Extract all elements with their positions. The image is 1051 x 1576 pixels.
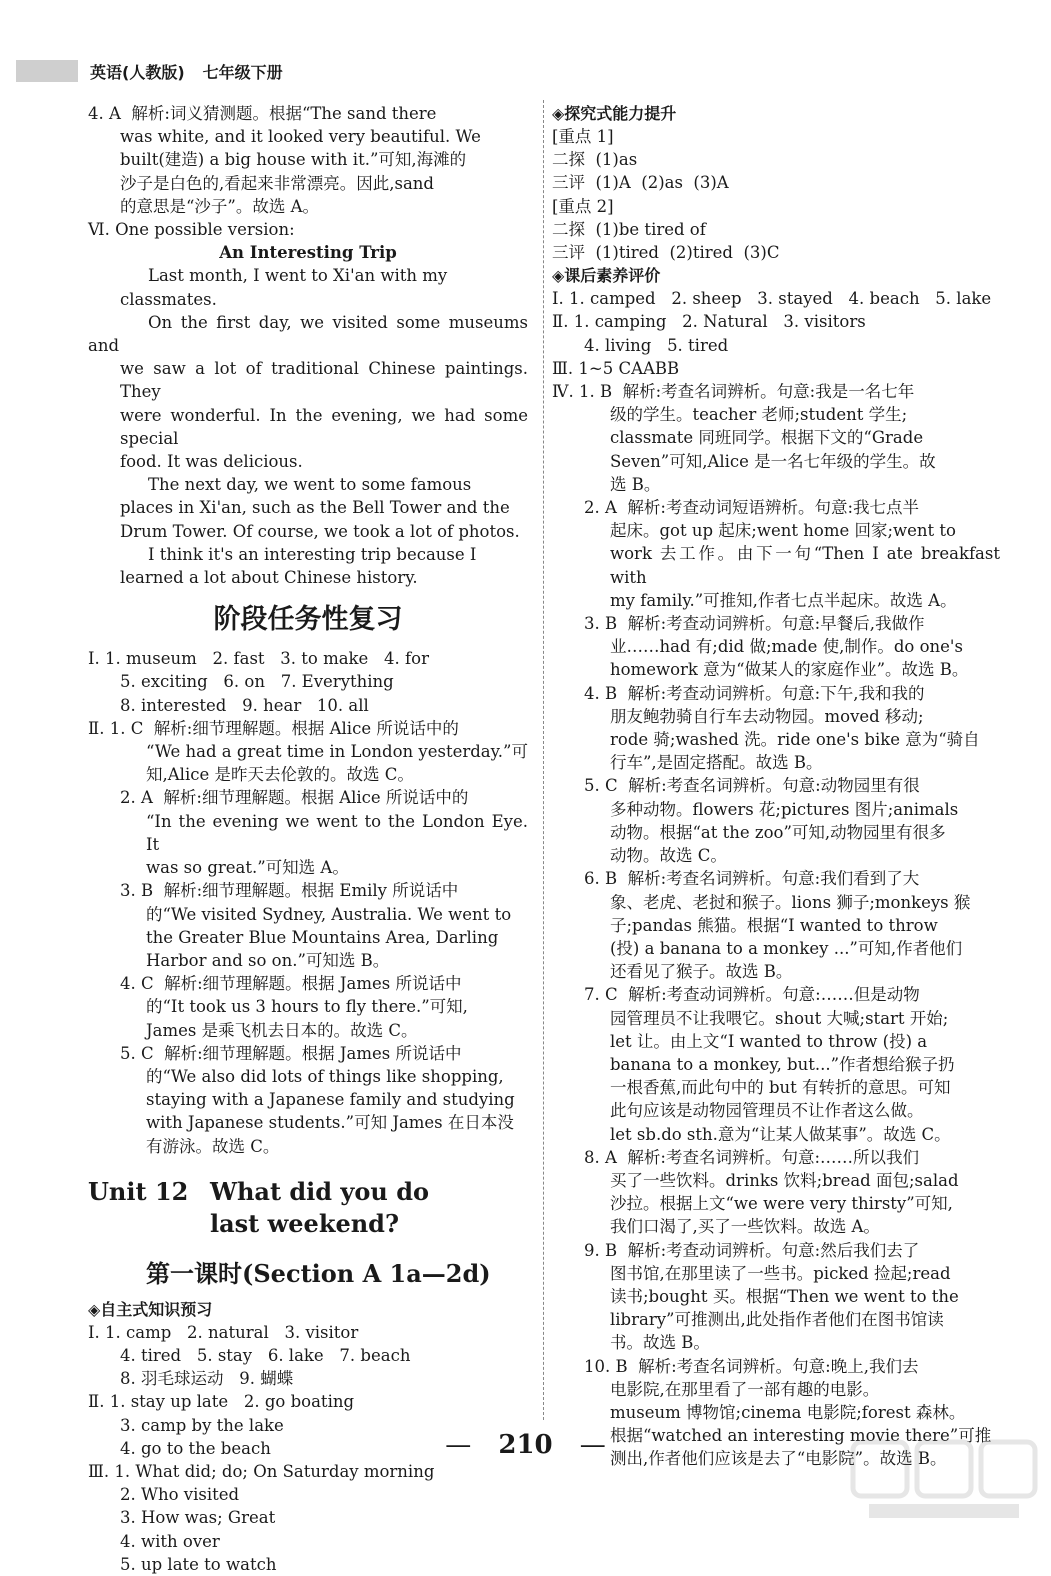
answer-line: 3. B 解析:细节理解题。根据 Emily 所说话中 — [120, 881, 459, 901]
column-divider — [543, 100, 544, 1420]
answer-line: “We had a great time in London yesterday.”可 — [146, 742, 528, 762]
answer-line: Ⅱ. 1. C 解析:细节理解题。根据 Alice 所说话中的 — [88, 718, 459, 738]
answer-line: 级的学生。teacher 老师;student 学生; — [610, 405, 908, 425]
answer-line: museum 博物馆;cinema 电影院;forest 森林。 — [610, 1402, 966, 1422]
answer-line: 还看见了猴子。故选 B。 — [610, 962, 793, 982]
answer-line: 3. How was; Great — [120, 1508, 276, 1528]
answer-line: Ⅰ. 1. camp 2. natural 3. visitor — [88, 1322, 359, 1342]
answer-line: 4. go to the beach — [120, 1438, 271, 1458]
answer-line: Ⅱ. 1. stay up late 2. go boating — [88, 1392, 355, 1412]
page-number: 210 — [498, 1430, 553, 1460]
answer-line: 子;pandas 熊猫。根据“I wanted to throw — [610, 915, 938, 935]
answer-line: 测出,作者他们应该是去了“电影院”。故选 B。 — [610, 1449, 947, 1469]
answer-line: staying with a Japanese family and studying — [146, 1090, 515, 1110]
answer-line: 有游泳。故选 C。 — [146, 1136, 280, 1156]
answer-line: 起床。got up 起床;went home 回家;went to — [610, 521, 956, 541]
answer-line: 4. tired 5. stay 6. lake 7. beach — [120, 1345, 411, 1365]
answer-line: classmate 同班同学。根据下文的“Grade — [610, 428, 924, 448]
unit-title-line1: What did you do — [210, 1176, 429, 1206]
answer-line: the Greater Blue Mountains Area, Darling — [146, 927, 499, 947]
answer-line: 园管理员不让我喂它。shout 大喊;start 开始; — [610, 1008, 949, 1028]
answer-line: 动物。故选 C。 — [610, 846, 727, 866]
answer-line: Seven”可知,Alice 是一名七年级的学生。故 — [610, 451, 936, 471]
answer-line: banana to a monkey, but...”作者想给猴子扔 — [610, 1054, 955, 1074]
answer-line: 朋友鲍勃骑自行车去动物园。moved 移动; — [610, 706, 924, 726]
answer-line: 沙拉。根据上文“we were very thirsty”可知, — [610, 1194, 953, 1214]
answer-line: 象、老虎、老挝和猴子。lions 狮子;monkeys 猴 — [610, 892, 971, 912]
answer-line: with Japanese students.”可知 James 在日本没 — [146, 1113, 514, 1133]
text-line: 的意思是“沙子”。故选 A。 — [120, 196, 320, 216]
answer-line: 此句应该是动物园管理员不让作者这么做。 — [610, 1101, 924, 1121]
text-line: On the first day, we visited some museums and — [88, 312, 534, 356]
unit-heading — [88, 1176, 528, 1208]
answer-line: 7. C 解析:考查动词辨析。句意:……但是动物 — [584, 985, 920, 1005]
header-grade: 七年级下册 — [202, 62, 283, 82]
answer-line: 9. B 解析:考查动词辨析。句意:然后我们去了 — [584, 1240, 920, 1260]
text-line: Last month, I went to Xi'an with my — [148, 266, 448, 286]
evaluation-answers — [552, 287, 1006, 1470]
answer-line: Ⅲ. 1. What did; do; On Saturday morning — [88, 1461, 435, 1481]
essay-block — [88, 102, 534, 589]
answer-line: library”可推测出,此处指作者他们在图书馆读 — [610, 1310, 944, 1330]
text-line: learned a lot about Chinese history. — [120, 568, 418, 588]
answer-line: 4. B 解析:考查动词辨析。句意:下午,我和我的 — [584, 683, 925, 703]
unit-label: Unit 12 — [88, 1176, 189, 1206]
answer-line: Ⅰ. 1. museum 2. fast 3. to make 4. for — [88, 649, 429, 669]
answer-line: 5. C 解析:细节理解题。根据 James 所说话中 — [120, 1043, 462, 1063]
answer-line: 3. B 解析:考查动词辨析。句意:早餐后,我做作 — [584, 614, 925, 634]
answer-line: work 去工作。由下一句“Then I ate breakfast with — [610, 544, 1006, 587]
answer-line: 的“It took us 3 hours to fly there.”可知, — [146, 997, 468, 1017]
section-preview-title: ◈自主式知识预习 — [88, 1299, 213, 1319]
answer-line: 图书馆,在那里读了一些书。picked 捡起;read — [610, 1263, 951, 1283]
answer-line: 多种动物。flowers 花;pictures 图片;animals — [610, 799, 959, 819]
answer-line: 二探 (1)as — [552, 150, 638, 170]
answer-line: 选 B。 — [610, 474, 661, 494]
answer-line: 2. A 解析:考查动词短语辨析。句意:我七点半 — [584, 498, 920, 518]
text-line: Ⅵ. One possible version: — [88, 220, 295, 240]
answer-line: 5. C 解析:考查名词辨析。句意:动物园里有很 — [584, 776, 920, 796]
text-line: Drum Tower. Of course, we took a lot of photos. — [120, 521, 520, 541]
text-line: I think it's an interesting trip because I — [148, 544, 477, 564]
answer-line: 我们口渴了,买了一些饮料。故选 A。 — [610, 1217, 880, 1237]
answer-line: 4. living 5. tired — [584, 335, 729, 355]
answer-line: “In the evening we went to the London Eye. It — [146, 811, 534, 854]
text-line: was white, and it looked very beautiful. We — [120, 127, 481, 147]
answer-line: 读书;bought 买。根据“Then we went to the — [610, 1286, 959, 1306]
answer-line: 二探 (1)be tired of — [552, 219, 706, 239]
inquiry-answers — [552, 125, 1000, 264]
answer-line: 2. A 解析:细节理解题。根据 Alice 所说话中的 — [120, 788, 469, 808]
review-title: 阶段任务性复习 — [213, 604, 403, 636]
answer-line: 三评 (1)tired (2)tired (3)C — [552, 243, 780, 263]
answer-line: 知,Alice 是昨天去伦敦的。故选 C。 — [146, 765, 414, 785]
answer-line: 4. with over — [120, 1531, 220, 1551]
text-line: An Interesting Trip — [219, 243, 397, 263]
answer-line: let sb.do sth.意为“让某人做某事”。故选 C。 — [610, 1124, 951, 1144]
answer-line: was so great.”可知选 A。 — [146, 858, 349, 878]
answer-line: Harbor and so on.”可知选 B。 — [146, 950, 390, 970]
answer-line: 8. A 解析:考查名词辨析。句意:……所以我们 — [584, 1147, 920, 1167]
watermark-logo — [849, 1434, 1039, 1524]
header-gray-block — [16, 60, 78, 82]
answer-line: 3. camp by the lake — [120, 1415, 284, 1435]
text-line: classmates. — [120, 289, 217, 309]
answer-line: 5. up late to watch — [120, 1554, 277, 1574]
answer-line: 6. B 解析:考查名词辨析。句意:我们看到了大 — [584, 869, 920, 889]
text-line: built(建造) a big house with it.”可知,海滩的 — [120, 150, 467, 170]
answer-line: let 让。由上文“I wanted to throw (投) a — [610, 1031, 928, 1051]
answer-line: 5. exciting 6. on 7. Everything — [120, 672, 394, 692]
answer-line: [重点 1] — [552, 127, 614, 146]
review-answers — [88, 647, 534, 1157]
dash-left: — — [445, 1430, 472, 1460]
answer-line: 根据“watched an interesting movie there”可推 — [610, 1426, 992, 1446]
answer-line: Ⅲ. 1~5 CAABB — [552, 358, 680, 378]
text-line: food. It was delicious. — [120, 452, 303, 472]
section-inquiry-title: ◈探究式能力提升 — [552, 104, 677, 123]
text-line: 4. A 解析:词义猜测题。根据“The sand there — [88, 104, 437, 123]
answer-line: 电影院,在那里看了一部有趣的电影。 — [610, 1379, 880, 1399]
answer-line: [重点 2] — [552, 196, 614, 216]
answer-line: Ⅳ. 1. B 解析:考查名词辨析。句意:我是一名七年 — [552, 382, 915, 402]
answer-line: Ⅰ. 1. camped 2. sheep 3. stayed 4. beach 5. lake — [552, 289, 992, 309]
text-line: 沙子是白色的,看起来非常漂亮。因此,sand — [120, 173, 434, 193]
answer-line: 8. 羽毛球运动 9. 蝴蝶 — [120, 1369, 294, 1389]
answer-line: 动物。根据“at the zoo”可知,动物园里有很多 — [610, 822, 946, 842]
unit-title-line2: last weekend? — [210, 1208, 400, 1238]
answer-line: 行车”,是固定搭配。故选 B。 — [610, 753, 823, 773]
answer-line: rode 骑;washed 洗。ride one's bike 意为“骑自 — [610, 730, 980, 750]
text-line: places in Xi'an, such as the Bell Tower and the — [120, 498, 510, 518]
answer-line: 4. C 解析:细节理解题。根据 James 所说话中 — [120, 974, 462, 994]
right-column — [552, 102, 1006, 1471]
answer-line: Ⅱ. 1. camping 2. Natural 3. visitors — [552, 312, 866, 332]
answer-line: homework 意为“做某人的家庭作业”。故选 B。 — [610, 660, 969, 680]
dash-right: — — [579, 1430, 606, 1460]
answer-line: 的“We also did lots of things like shopping, — [146, 1066, 504, 1086]
lesson-title: 第一课时(Section A 1a—2d) — [146, 1258, 491, 1288]
header-subject: 英语(人教版) — [90, 62, 185, 82]
answer-line: 买了一些饮料。drinks 饮料;bread 面包;salad — [610, 1170, 959, 1190]
answer-line: my family.”可推知,作者七点半起床。故选 A。 — [610, 590, 957, 610]
answer-line: 10. B 解析:考查名词辨析。句意:晚上,我们去 — [584, 1356, 919, 1376]
text-line: The next day, we went to some famous — [148, 475, 472, 495]
answer-line: 一根香蕉,而此句中的 but 有转折的意思。可知 — [610, 1078, 951, 1098]
page-header — [16, 60, 283, 82]
answer-line: 8. interested 9. hear 10. all — [120, 695, 369, 715]
text-line: we saw a lot of traditional Chinese paintings. They — [120, 359, 534, 402]
answer-line: 2. Who visited — [120, 1485, 240, 1505]
answer-line: 三评 (1)A (2)as (3)A — [552, 173, 729, 193]
text-line: were wonderful. In the evening, we had some special — [120, 405, 534, 448]
answer-line: 业……had 有;did 做;made 使,制作。do one's — [610, 637, 963, 657]
section-evaluation-title: ◈课后素养评价 — [552, 266, 661, 286]
left-column — [88, 102, 534, 1576]
answer-line: 书。故选 B。 — [610, 1333, 710, 1353]
answer-line: 的“We visited Sydney, Australia. We went to — [146, 904, 512, 924]
answer-line: James 是乘飞机去日本的。故选 C。 — [146, 1020, 418, 1040]
answer-line: (投) a banana to a monkey ...”可知,作者他们 — [610, 938, 963, 958]
